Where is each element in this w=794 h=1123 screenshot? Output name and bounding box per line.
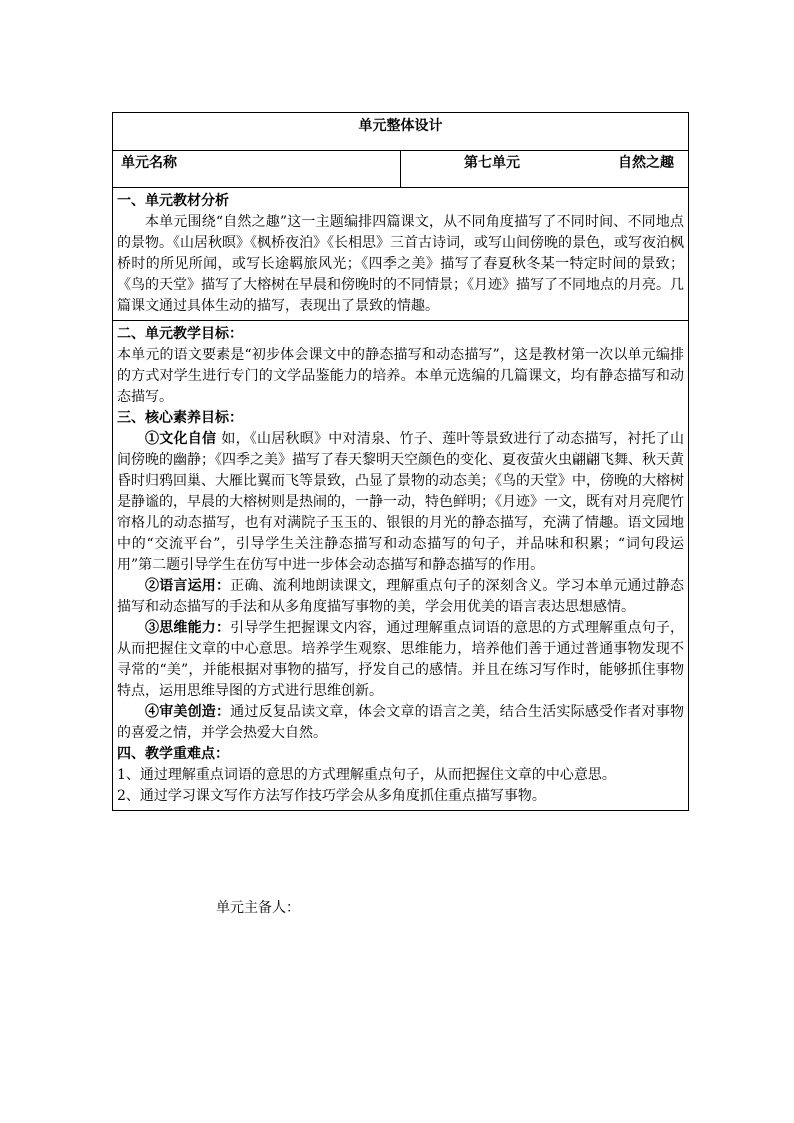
literacy-item-text: 如，《山居秋暝》中对清泉、竹子、莲叶等景致进行了动态描写，衬托了山间傍晚的幽静；《四季之美》描写了春天黎明天空颜色的变化、夏夜萤火虫翩翩飞舞、秋天黄昏时归鸦回巢、大雁比翼而飞等景致，凸显了景物的动态美；《鸟的天堂》中，傍晚的大榕树是静谧的，早晨的大榕树则是热闹的，一静一动，特色鲜明；《月迹》一文，既有对月亮爬竹帘格儿的动态描写，也有对满院子玉玉的、银银的月光的静态描写，充满了情趣。语文园地中的“交流平台”，引导学生关注静态描写和动态描写的句子，并品味和积累；“词句段运用”第二题引导学生在仿写中进一步体会动态描写和静态描写的作用。 bbox=[117, 431, 685, 573]
unit-design-table bbox=[112, 112, 689, 811]
literacy-heading: 三、核心素养目标： bbox=[117, 410, 243, 426]
goals-text: 本单元的语文要素是“初步体会课文中的静态描写和动态描写”，这是教材第一次以单元编排的方式对学生进行专门的文学品鉴能力的培养。本单元选编的几篇课文，均有静态描写和动态描写。 bbox=[117, 347, 684, 405]
analysis-text: 本单元围绕“自然之趣”这一主题编排四篇课文，从不同角度描写了不同时间、不同地点的景物。《山居秋暝》《枫桥夜泊》《长相思》三首古诗词，或写山间傍晚的景色，或写夜泊枫桥时的所见所闻，或写长途羁旅风光；《四季之美》描写了春夏秋冬某一特定时间的景致；《鸟的天堂》描写了大榕树在早晨和傍晚时的不同情景；《月迹》描写了不同地点的月亮。几篇课文通过具体生动的描写，表现出了景致的情趣。 bbox=[117, 214, 684, 314]
literacy-item-label: ①文化自信 bbox=[145, 431, 222, 447]
literacy-item-text: 正确、流利地朗读课文，理解重点句子的深刻含义。学习本单元通过静态描写和动态描写的手法和从多角度描写事物的美，学会用优美的语言表达思想感情。 bbox=[117, 578, 685, 615]
literacy-item-text: 引导学生把握课文内容，通过理解重点词语的意思的方式理解重点句子，从而把握住文章的中心意思。培养学生观察、思维能力，培养他们善于通过普通事物发现不寻常的“美”，并能根据对事物的描写，抒发自己的感情。并且在练习写作时，能够抓住事物特点，运用思维导图的方式进行思维创新。 bbox=[117, 620, 685, 699]
unit-name-value bbox=[401, 151, 689, 188]
literacy-item-aesthetic bbox=[117, 702, 684, 744]
keypoint-item: 2、通过学习课文写作方法写作技巧学会从多角度抓住重点描写事物。 bbox=[117, 788, 546, 804]
goals-literacy-keypoints-section bbox=[113, 321, 689, 811]
literacy-item-label: ②语言运用： bbox=[145, 578, 231, 594]
literacy-item-text: 通过反复品读文章，体会文章的语言之美，结合生活实际感受作者对事物的喜爱之情，并学会热爱大自然。 bbox=[117, 704, 685, 741]
keypoints-heading: 四、教学重难点： bbox=[117, 746, 229, 762]
literacy-item-culture bbox=[117, 429, 684, 576]
unit-name-label: 单元名称 bbox=[113, 151, 401, 188]
goals-heading: 二、单元教学目标： bbox=[117, 326, 243, 342]
keypoint-item: 1、通过理解重点词语的意思的方式理解重点句子，从而把握住文章的中心意思。 bbox=[117, 767, 616, 783]
unit-number: 第七单元 bbox=[464, 155, 520, 171]
literacy-item-label: ③思维能力： bbox=[145, 620, 231, 636]
unit-title: 自然之趣 bbox=[618, 155, 674, 171]
analysis-section bbox=[113, 188, 689, 321]
table-title: 单元整体设计 bbox=[113, 113, 689, 151]
unit-preparer-label: 单元主备人： bbox=[216, 900, 300, 916]
literacy-item-language bbox=[117, 576, 684, 618]
analysis-heading: 一、单元教材分析 bbox=[117, 193, 229, 209]
literacy-item-thinking bbox=[117, 618, 684, 702]
literacy-item-label: ④审美创造： bbox=[145, 704, 231, 720]
